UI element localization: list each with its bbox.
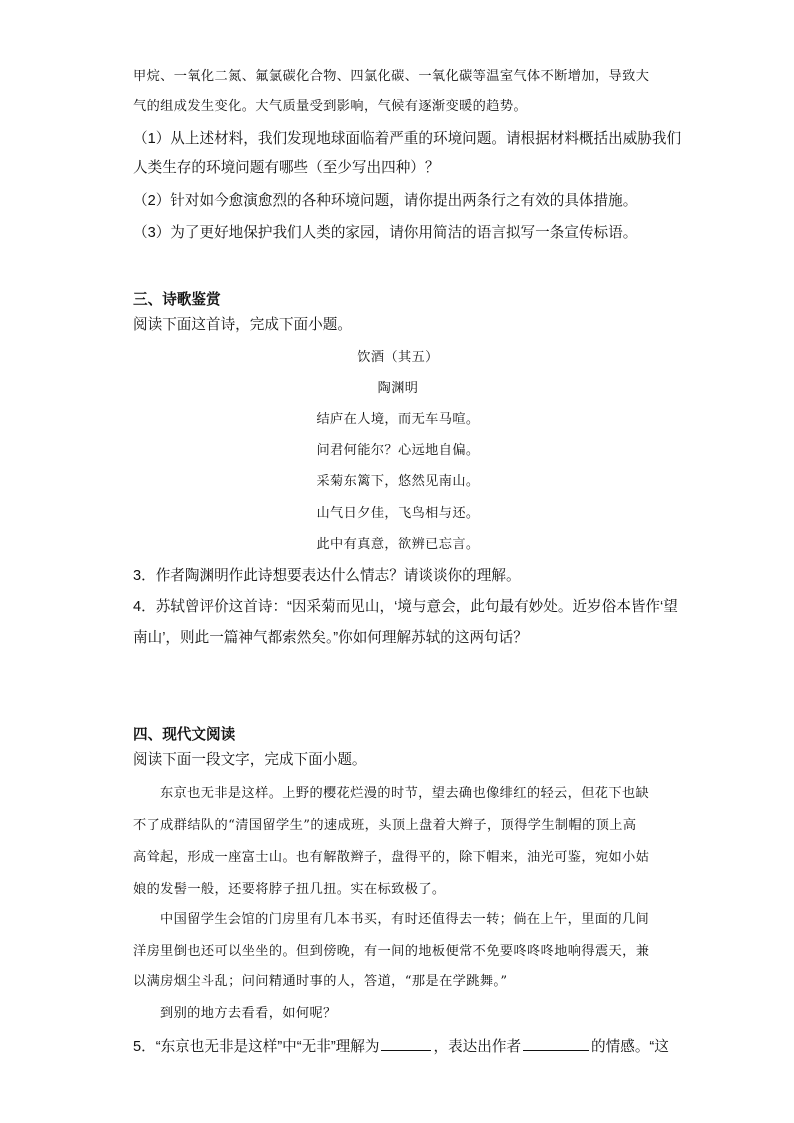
poem-author: 陶渊明 — [377, 381, 419, 396]
question-5-text-2: ，表达出作者 — [433, 1039, 522, 1055]
passage-line: 娘的发髻一般，还要将脖子扭几扭。实在标致极了。 — [133, 882, 446, 897]
passage-line: 高耸起，形成一座富士山。也有解散辫子，盘得平的，除下帽来，油光可鉴，宛如小姑 — [133, 850, 650, 865]
question-3: （3）为了更好地保护我们人类的家园，请你用简洁的语言拟写一条宣传标语。 — [133, 225, 638, 241]
section-3-heading: 三、诗歌鉴赏 — [133, 292, 221, 308]
material-line-1: 甲烷、一氧化二氮、氟氯碳化合物、四氯化碳、一氧化碳等温室气体不断增加，导致大 — [133, 69, 650, 84]
section-4-heading: 四、现代文阅读 — [133, 727, 236, 743]
poem-line: 结庐在人境，而无车马喧。 — [316, 412, 480, 427]
passage-line: 中国留学生会馆的门房里有几本书买，有时还值得去一转；倘在上午，里面的几间 — [160, 912, 650, 927]
question-2: （2）针对如今愈演愈烈的各种环境问题，请你提出两条行之有效的具体措施。 — [133, 193, 638, 209]
material-line-2: 气的组成发生变化。大气质量受到影响，气候有逐渐变暖的趋势。 — [133, 99, 528, 114]
passage-line: 洋房里倒也还可以坐坐的。但到傍晚，有一间的地板便常不免要咚咚咚地响得震天，兼 — [133, 944, 650, 959]
passage-line: 不了成群结队的“清国留学生”的速成班，头顶上盘着大辫子，顶得学生制帽的顶上高 — [133, 818, 637, 833]
poem-line: 问君何能尔？心远地自偏。 — [316, 443, 480, 458]
poem-line: 采菊东篱下，悠然见南山。 — [316, 474, 480, 489]
question-4-line-1: 4．苏轼曾评价这首诗：“因采菊而见山，‘境与意会，此句最有妙处。近岁俗本皆作‘望 — [133, 599, 678, 615]
question-1-line-2: 人类生存的环境问题有哪些（至少写出四种）？ — [133, 160, 440, 176]
question-5 — [133, 1035, 669, 1057]
passage-line: 以满房烟尘斗乱；问问精通时事的人，答道，“那是在学跳舞。” — [133, 974, 508, 989]
poem-line: 此中有真意，欲辨已忘言。 — [316, 537, 480, 552]
section-4-intro: 阅读下面一段文字，完成下面小题。 — [133, 752, 367, 768]
section-3-intro: 阅读下面这首诗，完成下面小题。 — [133, 317, 352, 333]
poem-line: 山气日夕佳，飞鸟相与还。 — [316, 506, 480, 521]
passage-line: 到别的地方去看看，如何呢？ — [160, 1006, 337, 1021]
answer-blank-1[interactable] — [381, 1035, 431, 1051]
question-5-text-3: 的情感。“这 — [591, 1039, 669, 1055]
question-3-poem: 3．作者陶渊明作此诗想要表达什么情志？请谈谈你的理解。 — [133, 568, 521, 584]
poem-title: 饮酒（其五） — [357, 350, 439, 365]
answer-blank-2[interactable] — [523, 1035, 589, 1051]
question-1-line-1: （1）从上述材料，我们发现地球面临着严重的环境问题。请根据材料概括出威胁我们 — [133, 131, 682, 147]
question-5-text-1: 5．“东京也无非是这样”中“无非”理解为 — [133, 1039, 380, 1055]
passage-line: 东京也无非是这样。上野的樱花烂漫的时节，望去确也像绯红的轻云，但花下也缺 — [160, 786, 650, 801]
question-4-line-2: 南山’，则此一篇神气都索然矣。”你如何理解苏轼的这两句话？ — [133, 630, 528, 646]
